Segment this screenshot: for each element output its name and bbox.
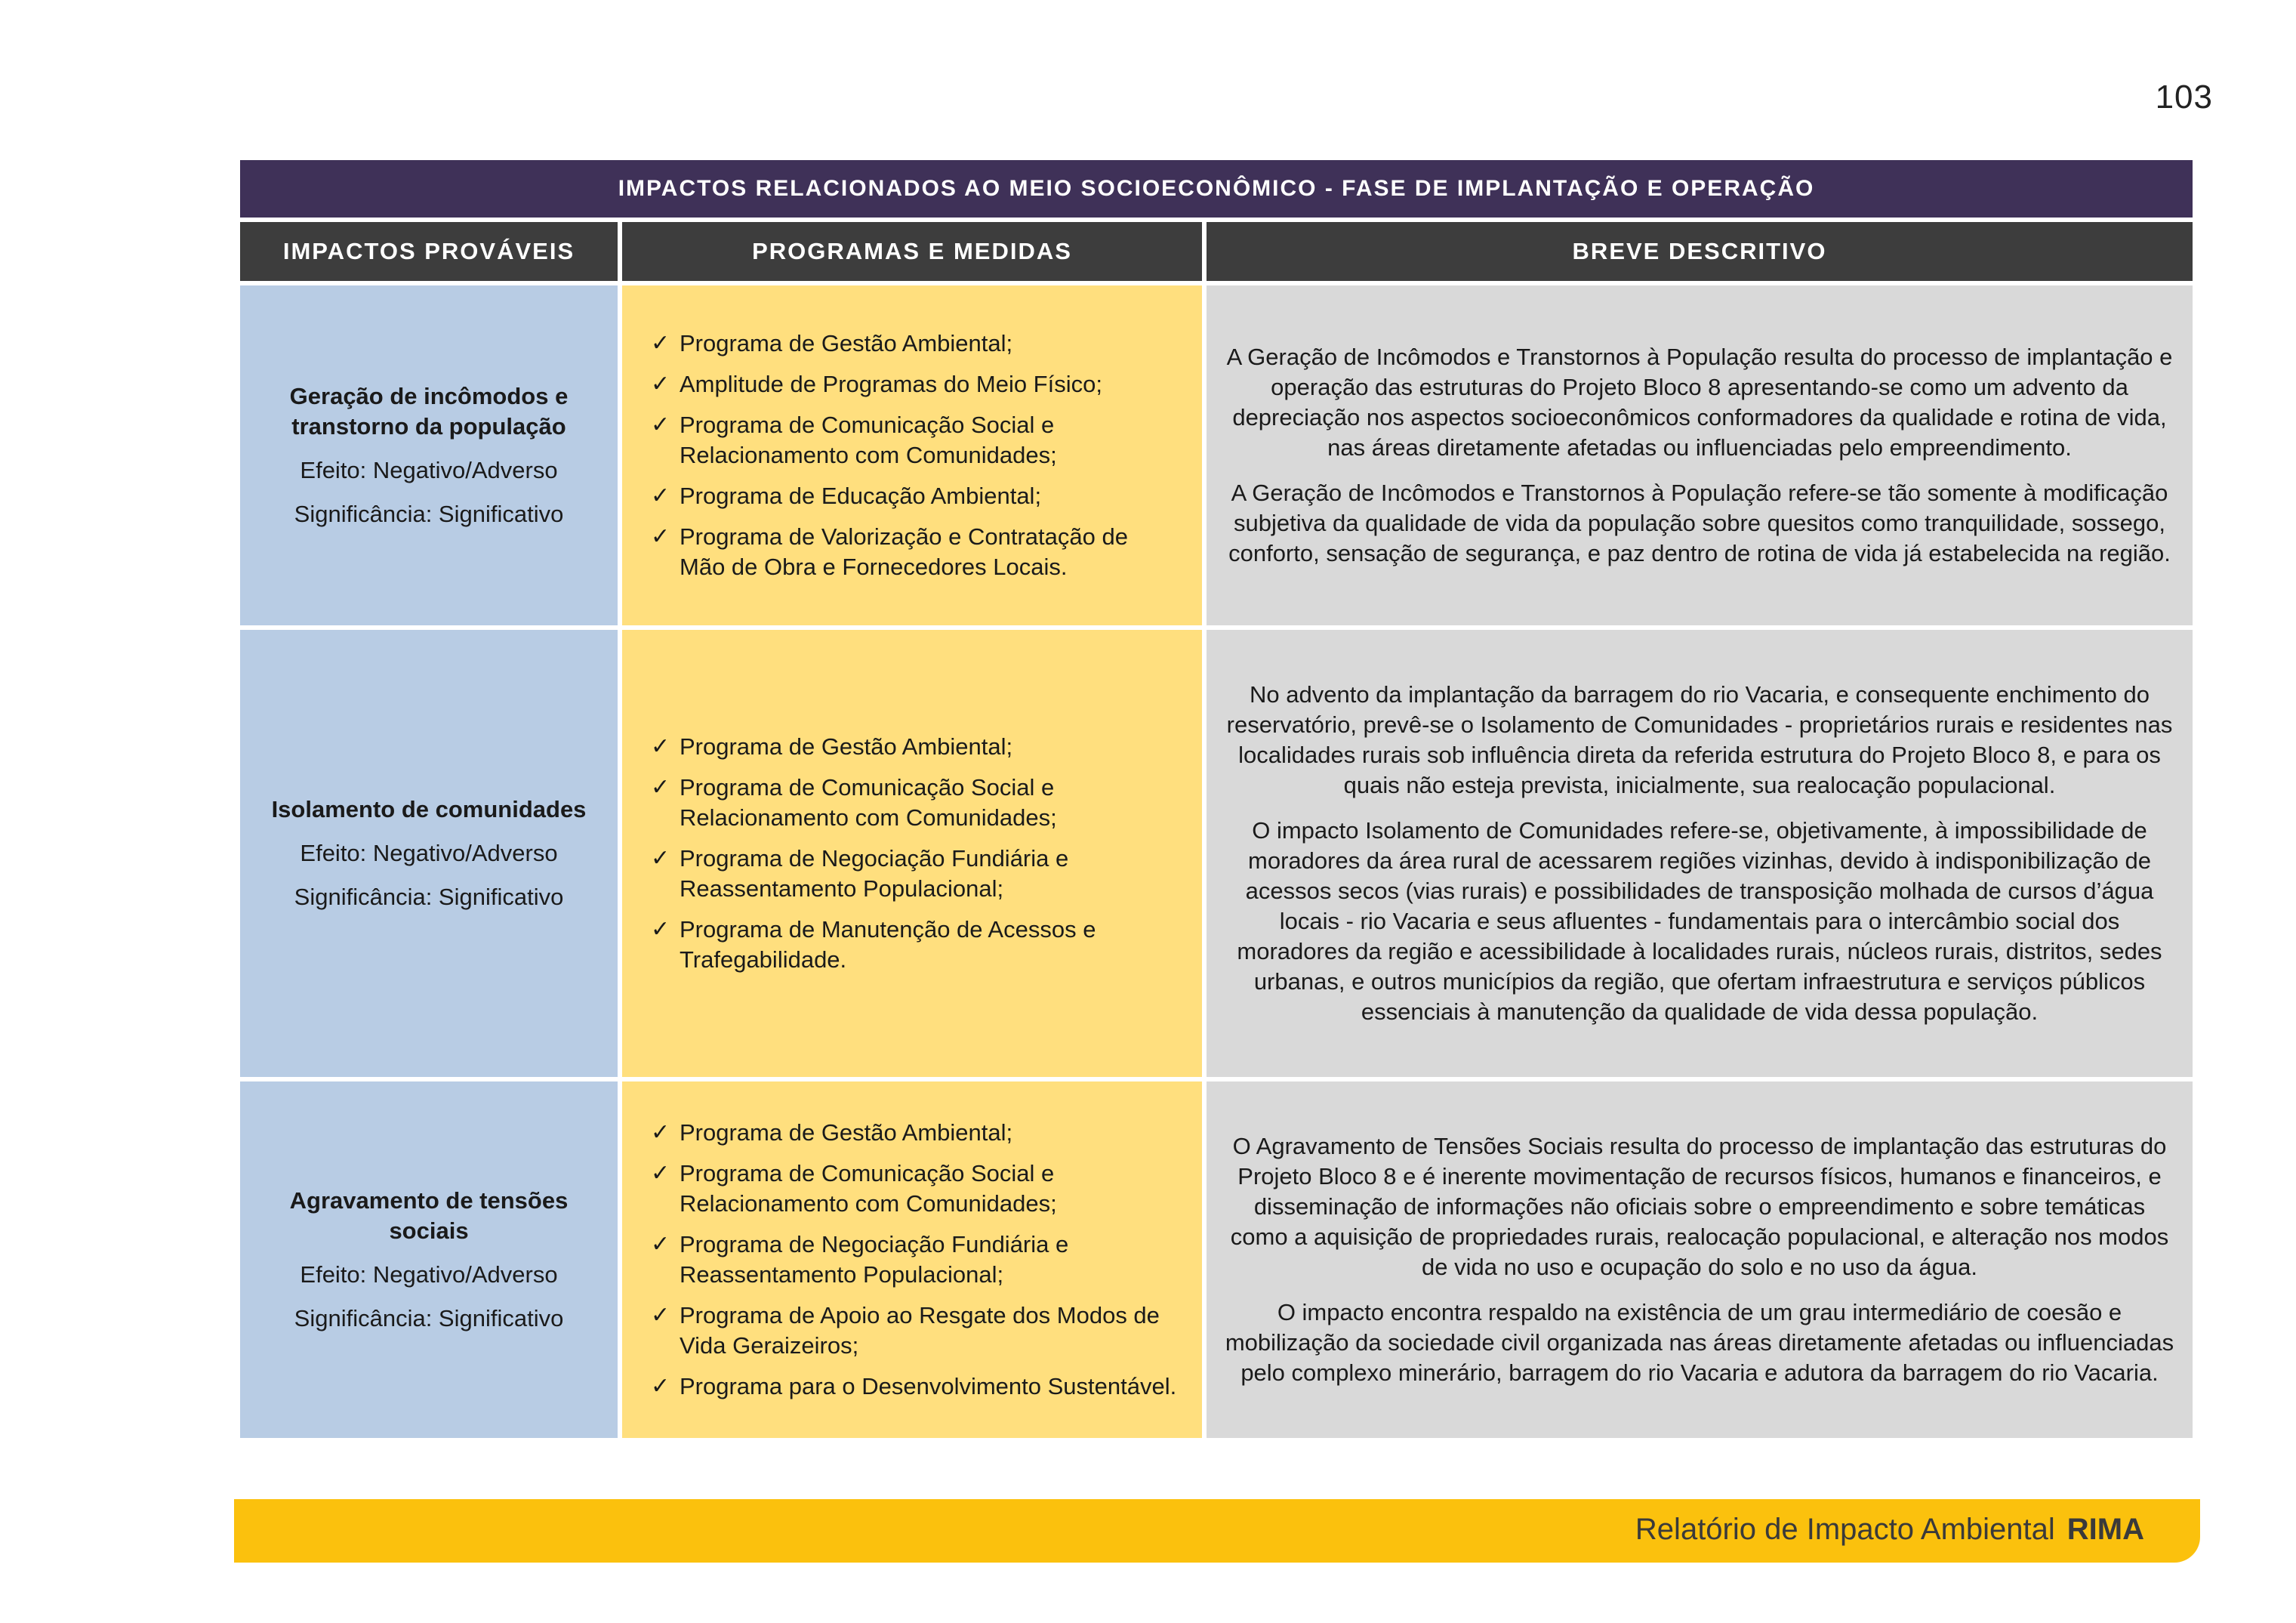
check-icon: ✓ — [651, 1303, 670, 1328]
description-paragraph: No advento da implantação da barragem do rio Vacaria, e consequente enchimento do reservatório, prevê-se o Isolamento de Comunidades - proprietários rurais e residentes nas localidades rurais sob influência direta da referida estrutura do Projeto Bloco 8, e para os quais não esteja prevista, inicialmente, sua realocação populacional. — [1226, 681, 2173, 798]
description-cell — [1207, 285, 2193, 625]
program-item: ✓ Programa de Educação Ambiental; — [651, 481, 1179, 511]
description-cell — [1207, 1081, 2193, 1438]
page-number: 103 — [2155, 79, 2213, 116]
footer-rima: RIMA — [2066, 1513, 2144, 1546]
check-icon: ✓ — [651, 1232, 670, 1257]
program-item: ✓ Programa de Negociação Fundiária e Reassentamento Populacional; — [651, 844, 1179, 904]
check-icon: ✓ — [651, 917, 670, 942]
description-paragraph: O impacto encontra respaldo na existência de um grau intermediário de coesão e mobilização da sociedade civil organizada nas áreas diretamente afetadas ou influenciadas pelo complexo minerário, barragem do rio Vacaria e adutora da barragem do rio Vacaria. — [1225, 1299, 2174, 1386]
check-icon: ✓ — [651, 412, 670, 437]
description-paragraph: A Geração de Incômodos e Transtornos à População refere-se tão somente à modificação subjetiva da qualidade de vida da população sobre quesitos como tranquilidade, sossego, conforto, sensação de segurança, e paz dentro de rotina de vida já estabelecida na região. — [1228, 480, 2171, 566]
description-paragraph: A Geração de Incômodos e Transtornos à População resulta do processo de implantação e operação das estruturas do Projeto Bloco 8 apresentando-se como um advento da depreciação nos aspectos socioeconômicos conformadores da qualidade e rotina de vida, nas áreas diretamente afetadas ou influenciadas pelo empreendimento. — [1226, 344, 2173, 461]
impact-cell — [240, 1081, 618, 1438]
check-icon: ✓ — [651, 775, 670, 800]
footer-title — [1635, 1513, 2144, 1547]
check-icon: ✓ — [651, 1120, 670, 1145]
table-title: IMPACTOS RELACIONADOS AO MEIO SOCIOECONÔMICO - FASE DE IMPLANTAÇÃO E OPERAÇÃO — [240, 160, 2193, 218]
impact-significance: Significância: Significativo — [294, 1305, 564, 1331]
impact-significance: Significância: Significativo — [294, 501, 564, 527]
program-item: ✓ Programa de Valorização e Contratação de Mão de Obra e Fornecedores Locais. — [651, 522, 1179, 582]
header-description: BREVE DESCRITIVO — [1207, 222, 2193, 281]
impact-significance: Significância: Significativo — [294, 884, 564, 910]
table-row — [240, 630, 2193, 1077]
programs-cell — [622, 1081, 1202, 1438]
impact-effect: Efeito: Negativo/Adverso — [300, 457, 558, 483]
programs-cell — [622, 630, 1202, 1077]
programs-list — [651, 329, 1179, 582]
impact-effect: Efeito: Negativo/Adverso — [300, 1261, 558, 1288]
program-item: ✓ Programa de Gestão Ambiental; — [651, 732, 1179, 762]
check-icon: ✓ — [651, 734, 670, 759]
footer-band — [234, 1499, 2200, 1563]
program-item: ✓ Programa de Comunicação Social e Relacionamento com Comunidades; — [651, 773, 1179, 833]
program-item: ✓ Programa de Apoio ao Resgate dos Modos de Vida Geraizeiros; — [651, 1301, 1179, 1361]
impact-name: Geração de incômodos e transtorno da população — [289, 383, 569, 440]
description-cell — [1207, 630, 2193, 1077]
program-item: ✓ Amplitude de Programas do Meio Físico; — [651, 369, 1179, 400]
impact-cell — [240, 285, 618, 625]
check-icon: ✓ — [651, 846, 670, 871]
header-programs: PROGRAMAS E MEDIDAS — [622, 222, 1202, 281]
header-impacts: IMPACTOS PROVÁVEIS — [240, 222, 618, 281]
program-item: ✓ Programa de Comunicação Social e Relacionamento com Comunidades; — [651, 1159, 1179, 1219]
program-item: ✓ Programa de Manutenção de Acessos e Trafegabilidade. — [651, 915, 1179, 975]
check-icon: ✓ — [651, 524, 670, 549]
description-paragraph: O impacto Isolamento de Comunidades refere-se, objetivamente, à impossibilidade de moradores da área rural de acessarem regiões vizinhas, devido à indisponibilização de acessos secos (vias rurais) e possibilidades de transposição molhada de cursos d’água locais - rio Vacaria e seus afluentes - fundamentais para o intercâmbio social dos moradores da região e acessibilidade à localidades rurais, núcleos rurais, distritos, sedes urbanas, e outros municípios da região, que ofertam infraestrutura e serviços públicos essenciais à manutenção da qualidade de vida dessa população. — [1237, 817, 2162, 1025]
table-row — [240, 1081, 2193, 1438]
impact-cell — [240, 630, 618, 1077]
programs-list — [651, 732, 1179, 975]
program-item: ✓ Programa de Comunicação Social e Relacionamento com Comunidades; — [651, 410, 1179, 471]
programs-list — [651, 1118, 1179, 1402]
program-item: ✓ Programa de Negociação Fundiária e Reassentamento Populacional; — [651, 1230, 1179, 1290]
check-icon: ✓ — [651, 483, 670, 508]
programs-cell — [622, 285, 1202, 625]
description-paragraph: O Agravamento de Tensões Sociais resulta do processo de implantação das estruturas do Projeto Bloco 8 e é inerente movimentação de recursos físicos, humanos e financeiros, e disseminação de informações não oficiais sobre o empreendimento e sobre temáticas como a aquisição de propriedades rurais, realocação populacional, e alteração nos modos de vida no uso e ocupação do solo e no uso da água. — [1230, 1133, 2169, 1280]
impact-name: Isolamento de comunidades — [271, 796, 587, 822]
impact-name: Agravamento de tensões sociais — [289, 1187, 569, 1244]
impacts-table — [240, 160, 2193, 1438]
footer-text: Relatório de Impacto Ambiental — [1635, 1513, 2055, 1546]
program-item: ✓ Programa para o Desenvolvimento Sustentável. — [651, 1372, 1179, 1402]
check-icon: ✓ — [651, 1374, 670, 1399]
program-item: ✓ Programa de Gestão Ambiental; — [651, 329, 1179, 359]
check-icon: ✓ — [651, 331, 670, 356]
check-icon: ✓ — [651, 1161, 670, 1186]
program-item: ✓ Programa de Gestão Ambiental; — [651, 1118, 1179, 1148]
check-icon: ✓ — [651, 372, 670, 396]
table-row — [240, 285, 2193, 625]
impact-effect: Efeito: Negativo/Adverso — [300, 840, 558, 866]
table-header-row — [240, 222, 2193, 281]
